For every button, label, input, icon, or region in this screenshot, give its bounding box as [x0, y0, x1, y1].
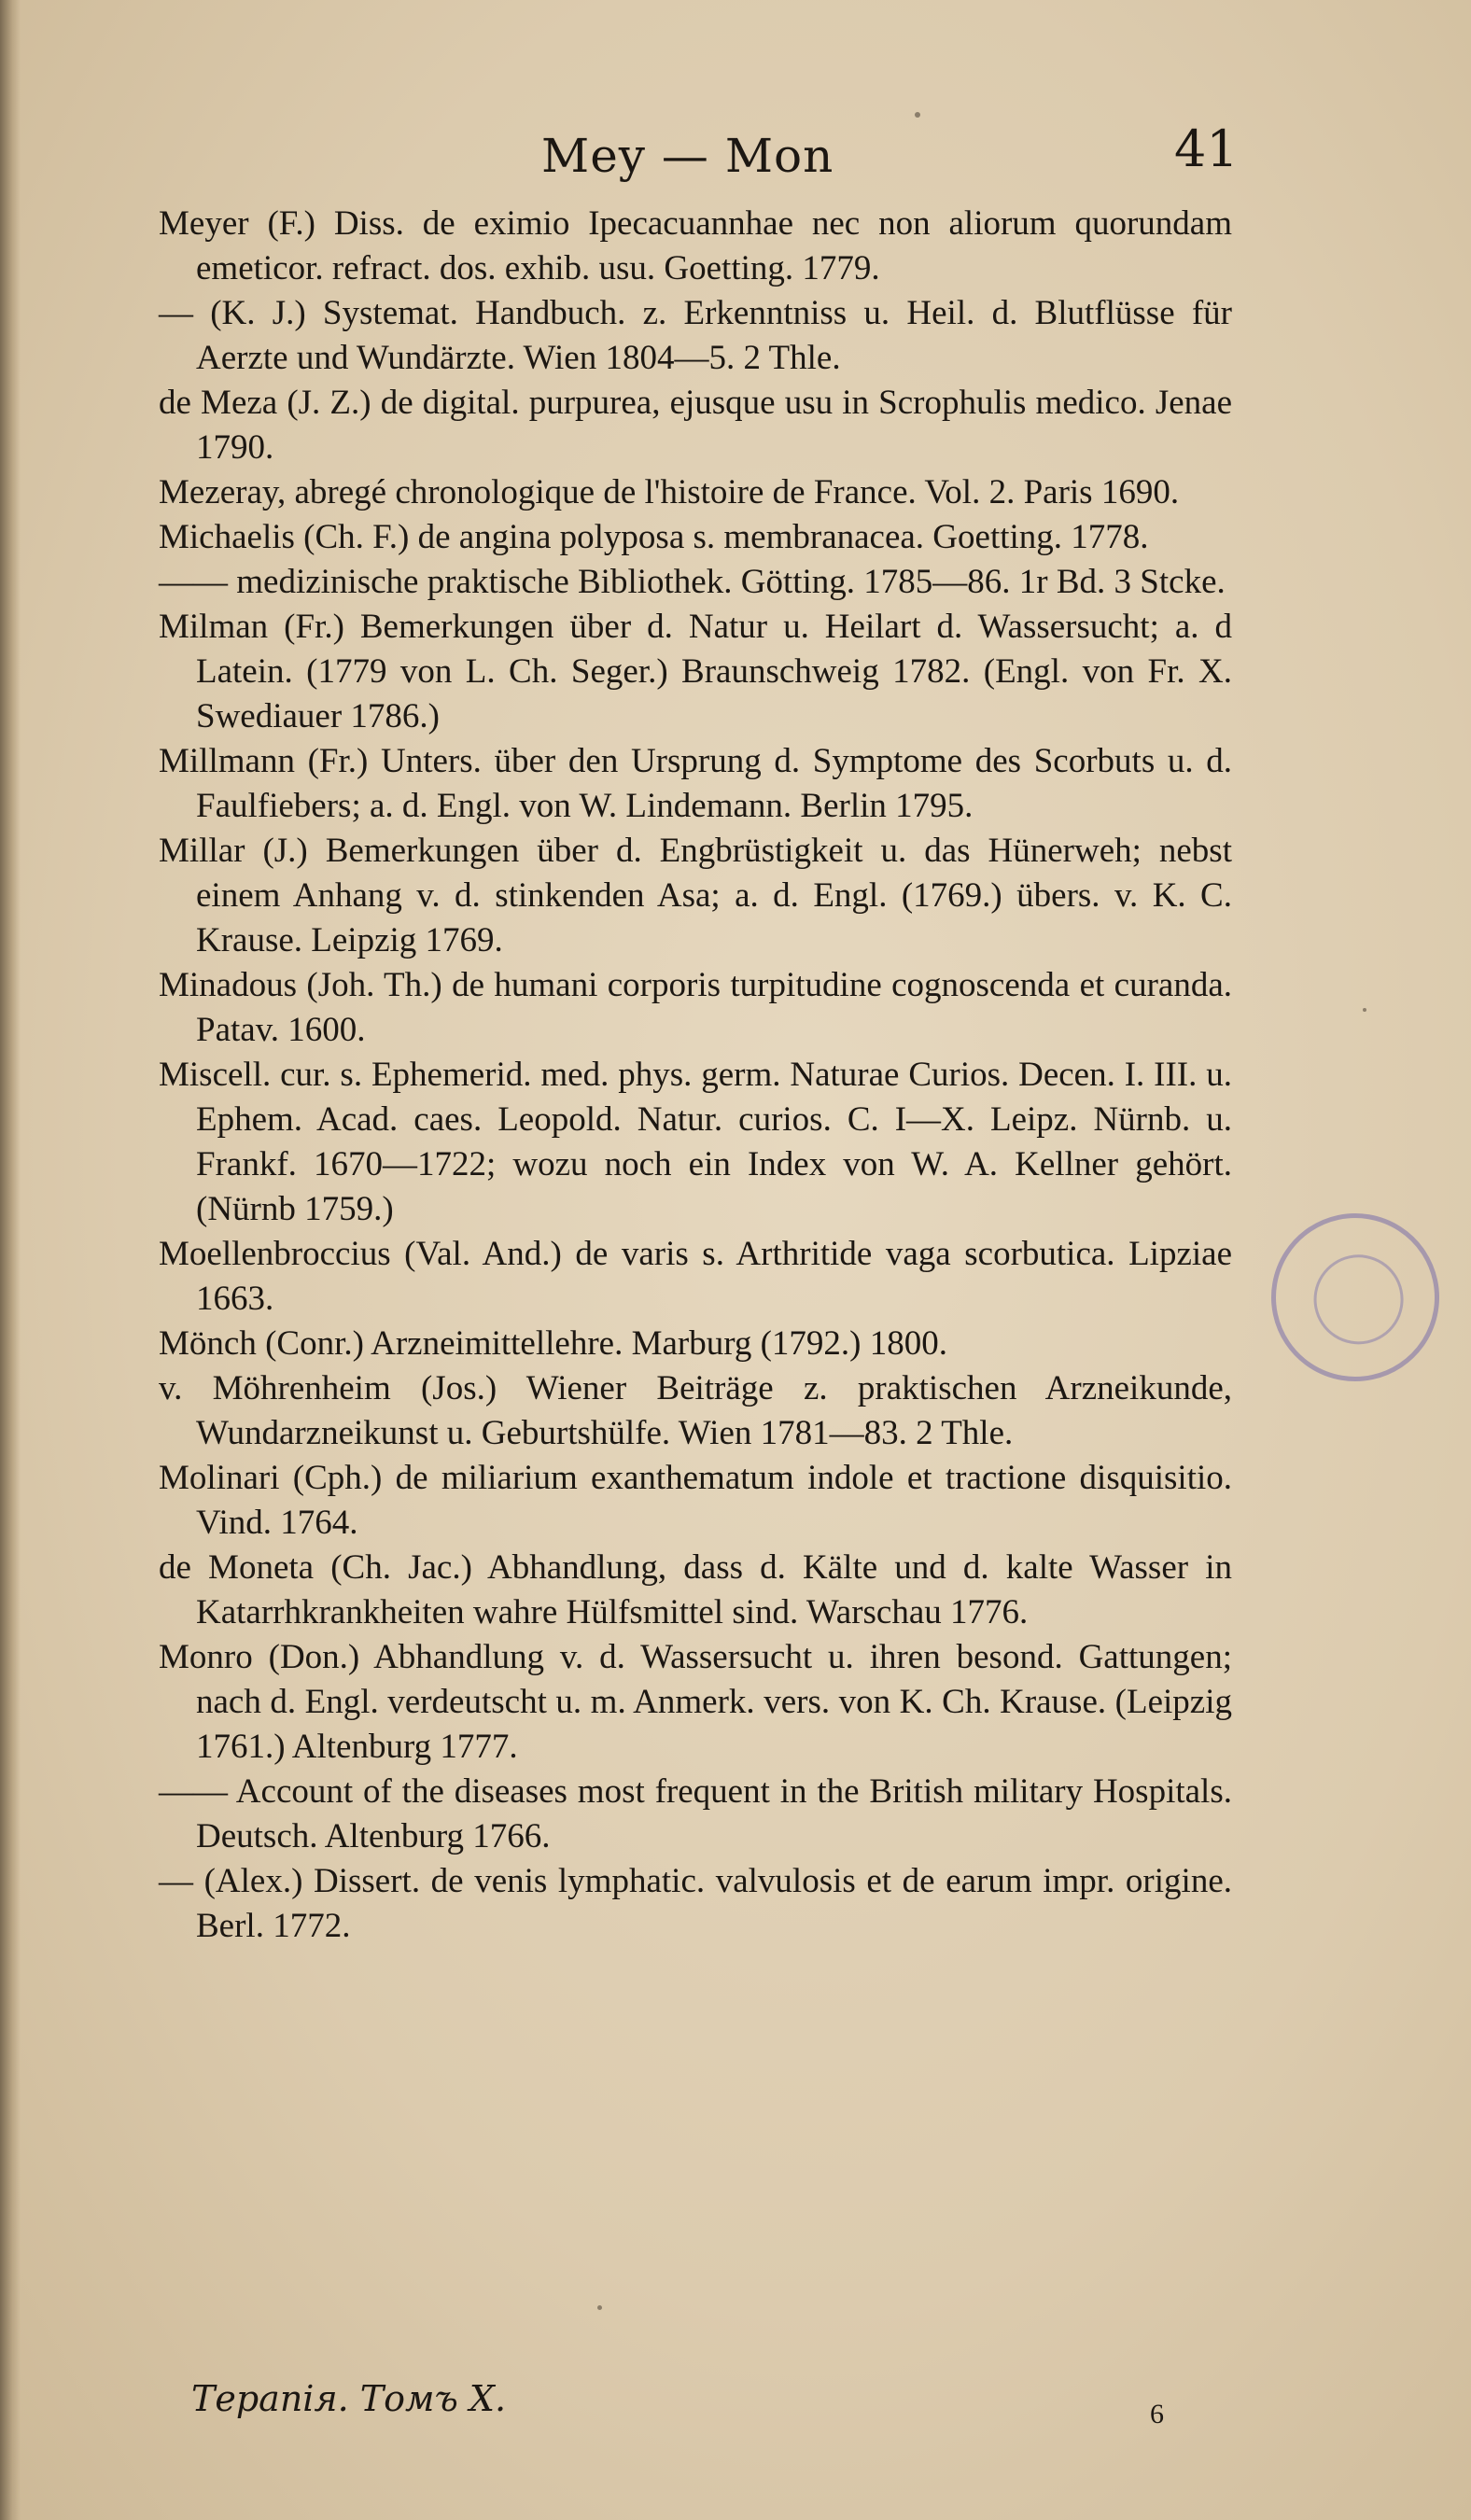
bibliography-entry: Mönch (Conr.) Arzneimittellehre. Marburg (1792.) 1800. — [159, 1324, 948, 1363]
bibliography-entry: de Meza (J. Z.) de digital. purpurea, ejusque usu in Scrophulis medico. Jenae 1790. — [159, 384, 1232, 467]
bibliography-entry: Moellenbroccius (Val. And.) de varis s. Arthritide vaga scorbutica. Lipziae 1663. — [159, 1235, 1232, 1318]
page-header — [0, 119, 1471, 194]
bibliography-entry: —— medizinische praktische Bibliothek. Götting. 1785—86. 1r Bd. 3 Stcke. — [159, 563, 1226, 601]
bibliography-entry: —— Account of the diseases most frequent in the British military Hospitals. Deutsch. Altenburg 1766. — [159, 1772, 1232, 1855]
page-footer — [0, 2378, 1471, 2443]
library-stamp — [1255, 1197, 1454, 1396]
bibliography-entry: — (Alex.) Dissert. de venis lymphatic. valvulosis et de earum impr. origine. Berl. 1772. — [159, 1862, 1232, 1945]
bibliography-entry: Mezeray, abregé chronologique de l'histoire de France. Vol. 2. Paris 1690. — [159, 473, 1180, 511]
bibliography-entry: Minadous (Joh. Th.) de humani corporis turpitudine cognoscenda et curanda. Patav. 1600. — [159, 966, 1232, 1049]
bibliography-entry: Monro (Don.) Abhandlung v. d. Wassersucht u. ihren besond. Gattungen; nach d. Engl. verdeutscht u. m. Anmerk. vers. von K. Ch. Krause. (Leipzig 1761.) Altenburg 1777. — [159, 1638, 1232, 1766]
bibliography-entry: Milman (Fr.) Bemerkungen über d. Natur u. Heilart d. Wassersucht; a. d Latein. (1779 von L. Ch. Seger.) Braunschweig 1782. (Engl. von Fr. X. Swediauer 1786.) — [159, 608, 1232, 735]
bibliography-entry: Millar (J.) Bemerkungen über d. Engbrüstigkeit u. das Hünerweh; nebst einem Anhang v. d. stinkenden Asa; a. d. Engl. (1769.) übers. v. K. C. Krause. Leipzig 1769. — [159, 832, 1232, 959]
running-head: Mey — Mon — [541, 129, 834, 183]
bibliography-entry: Meyer (F.) Diss. de eximio Ipecacuannhae nec non aliorum quorundam emeticor. refract. dos. exhib. usu. Goetting. 1779. — [159, 204, 1232, 287]
sheet-number: 6 — [1150, 2399, 1164, 2429]
paper-speck — [915, 112, 920, 118]
paper-speck — [1363, 1008, 1366, 1012]
book-spine-shadow — [0, 0, 21, 2520]
bibliography-entry: Miscell. cur. s. Ephemerid. med. phys. germ. Naturae Curios. Decen. I. III. u. Ephem. Acad. caes. Leopold. Natur. curios. C. I—X. Leipz. Nürnb. u. Frankf. 1670—1722; wozu noch ein Index von W. A. Kellner gehört. (Nürnb 1759.) — [159, 1056, 1232, 1228]
page-number: 41 — [1174, 119, 1239, 178]
bibliography-list — [159, 202, 1232, 1949]
bibliography-entry: Michaelis (Ch. F.) de angina polyposa s. membranacea. Goetting. 1778. — [159, 518, 1149, 556]
signature-mark: Терапія. Томъ X. — [191, 2378, 507, 2419]
bibliography-entry: — (K. J.) Systemat. Handbuch. z. Erkenntniss u. Heil. d. Blutflüsse für Aerzte und Wundärzte. Wien 1804—5. 2 Thle. — [159, 294, 1232, 377]
bibliography-entry: Molinari (Cph.) de miliarium exanthematum indole et tractione disquisitio. Vind. 1764. — [159, 1459, 1232, 1542]
bibliography-entry: Millmann (Fr.) Unters. über den Ursprung d. Symptome des Scorbuts u. d. Faulfiebers; a. d. Engl. von W. Lindemann. Berlin 1795. — [159, 742, 1232, 825]
bibliography-entry: v. Möhrenheim (Jos.) Wiener Beiträge z. praktischen Arzneikunde, Wundarzneikunst u. Geburtshülfe. Wien 1781—83. 2 Thle. — [159, 1369, 1232, 1452]
bibliography-entry: de Moneta (Ch. Jac.) Abhandlung, dass d. Kälte und d. kalte Wasser in Katarrhkrankheiten wahre Hülfsmittel sind. Warschau 1776. — [159, 1548, 1232, 1631]
library-stamp-inner-ring — [1306, 1246, 1412, 1352]
paper-speck — [597, 2305, 602, 2310]
